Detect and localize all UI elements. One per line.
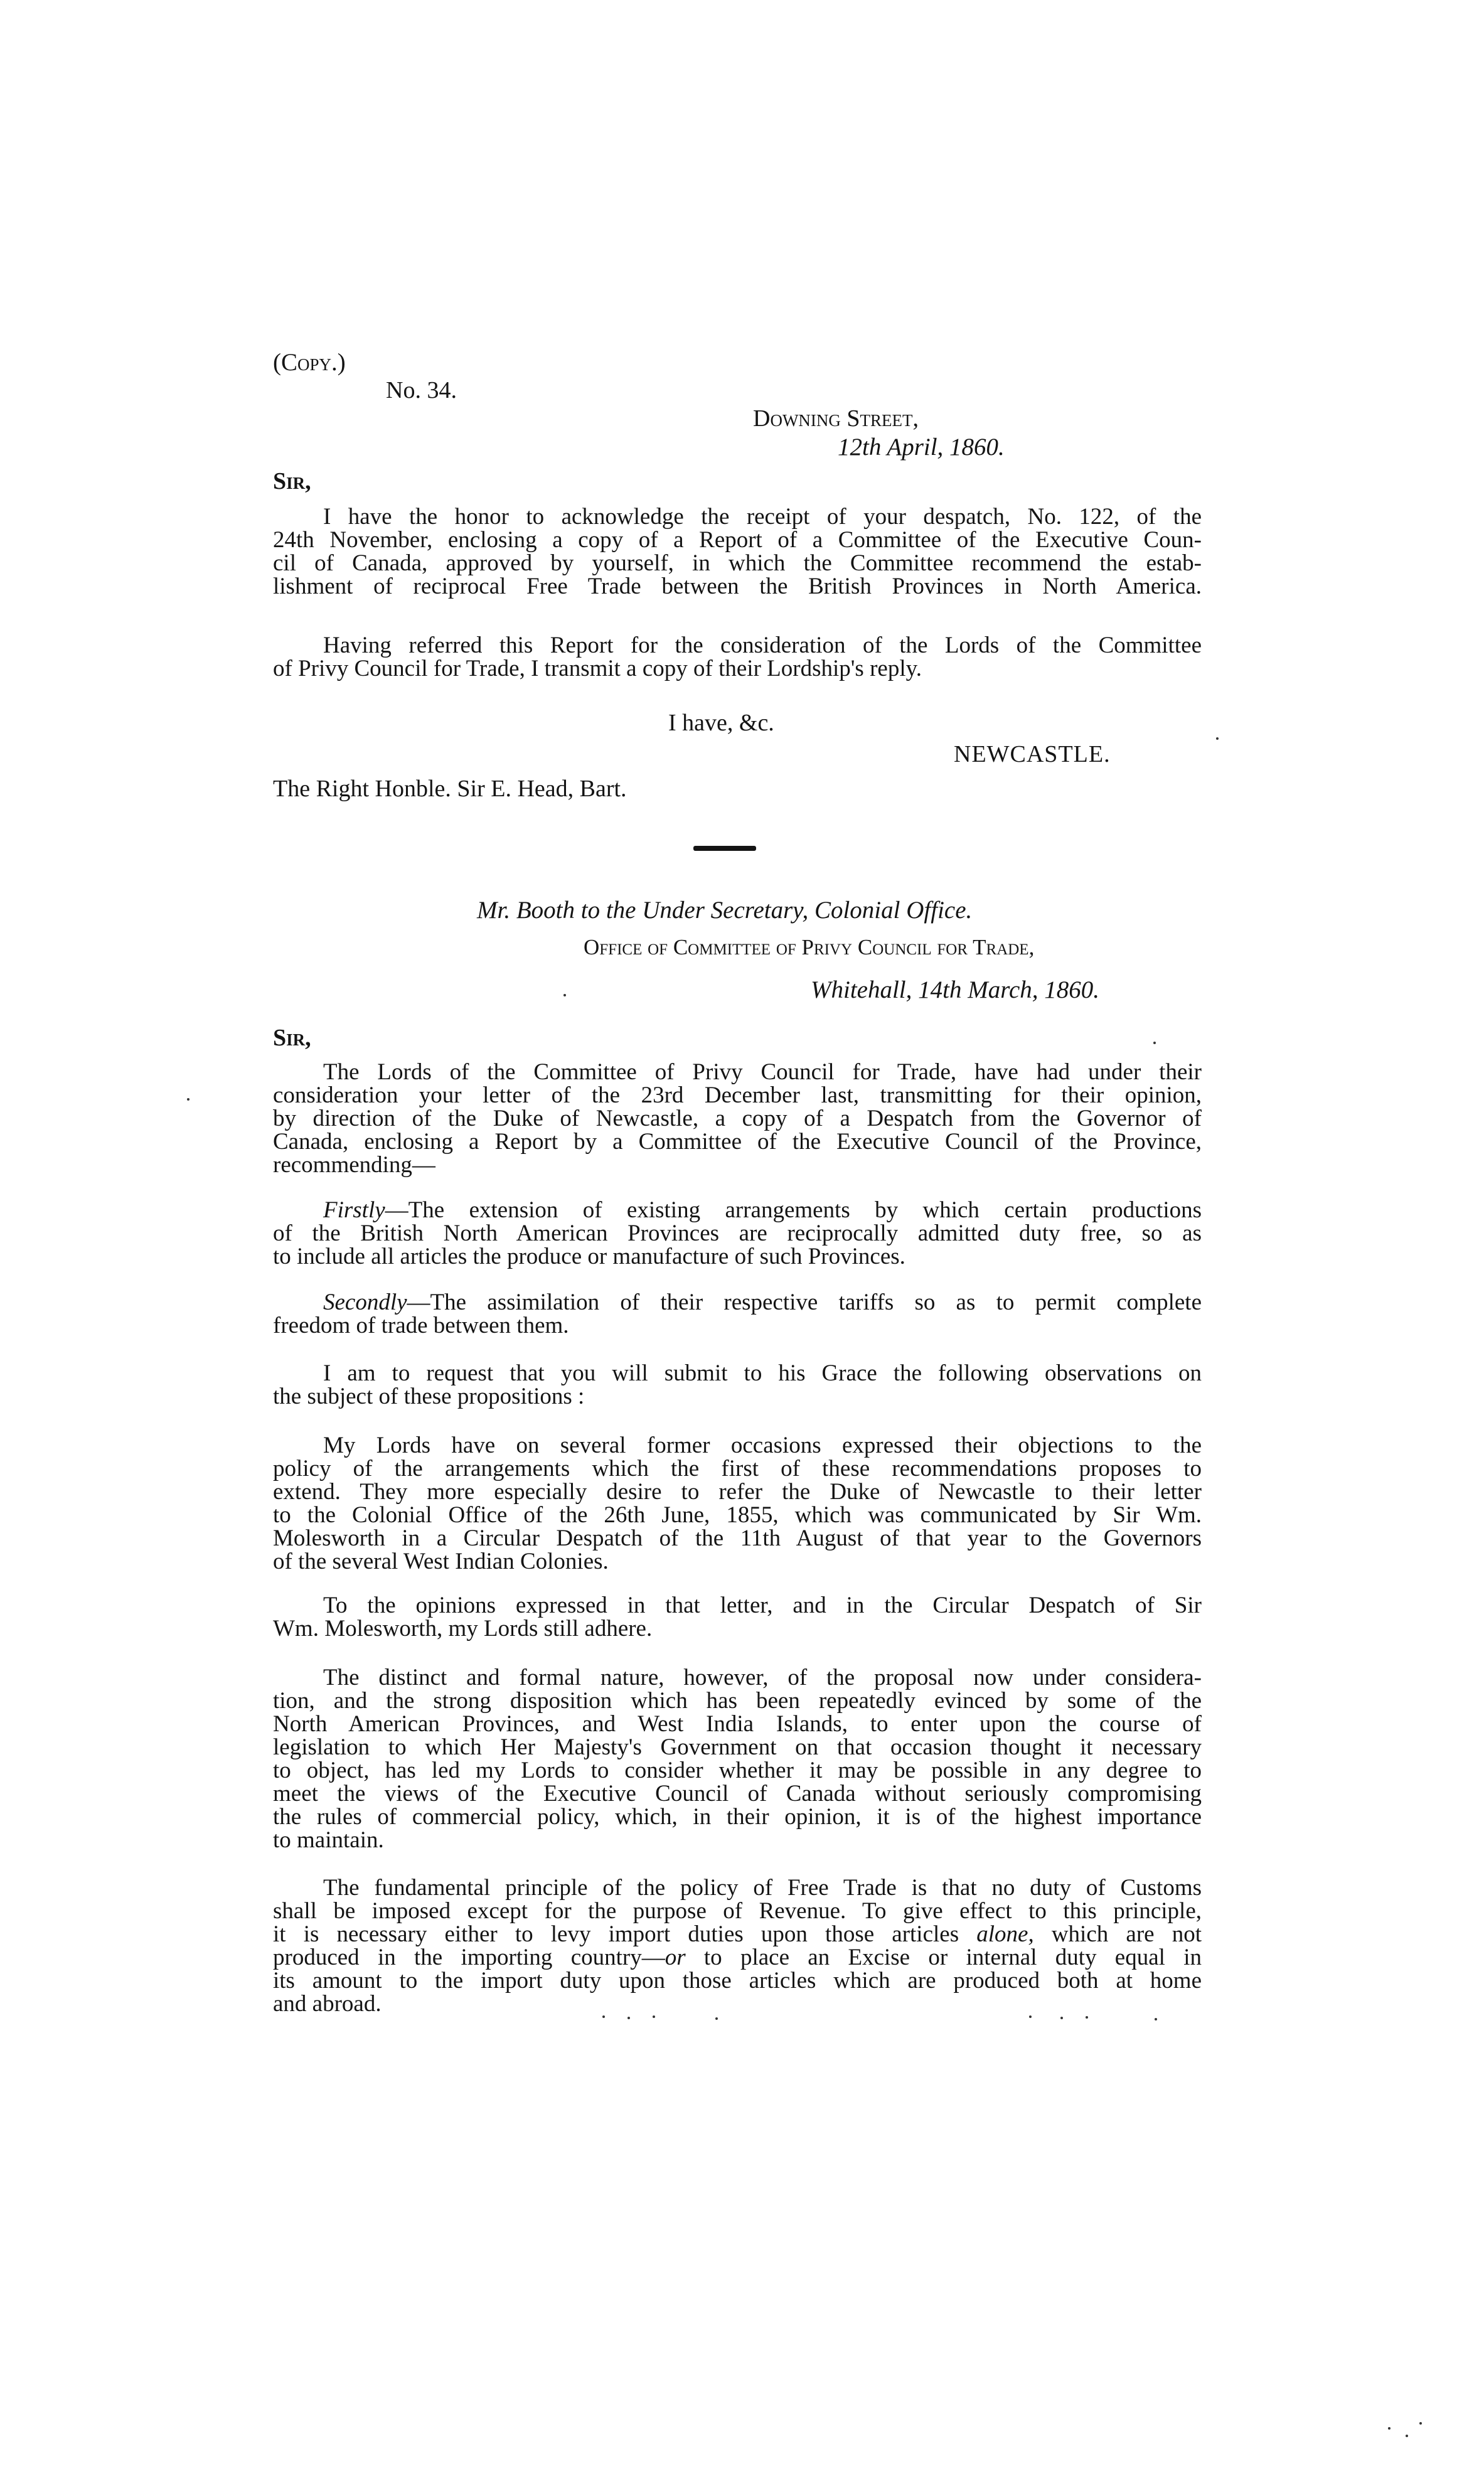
scan-speck xyxy=(1419,2422,1422,2425)
addressee-text: The Right Honble. Sir E. Head, Bart. xyxy=(273,776,627,802)
despatch-number xyxy=(386,376,457,404)
secondly-text: —The assimilation of their respective tariffs so as to permit complete xyxy=(407,1289,1202,1315)
scan-speck xyxy=(1388,2427,1391,2430)
salutation-2-text: Sir, xyxy=(273,1025,311,1051)
opinions-paragraph xyxy=(273,1594,1202,1640)
text-line: North American Provinces, and West India Islands, to enter upon the course of xyxy=(273,1711,1202,1737)
request-paragraph xyxy=(273,1362,1202,1408)
text-line: lishment of reciprocal Free Trade between the British Provinces in North America. xyxy=(273,574,1202,599)
addressee xyxy=(273,775,627,803)
text-line xyxy=(273,1291,1202,1314)
scan-speck xyxy=(1060,2017,1063,2019)
text-line: extend. They more especially desire to refer the Duke of Newcastle to their letter xyxy=(273,1479,1202,1505)
text-line: by direction of the Duke of Newcastle, a copy of a Despatch from the Governor of xyxy=(273,1106,1202,1131)
fundamental-paragraph xyxy=(273,1876,1202,2015)
text-segment: produced in the importing country— xyxy=(273,1945,665,1970)
firstly-text: —The extension of existing arrangements by which certain productions xyxy=(385,1197,1202,1223)
text-line xyxy=(273,1946,1202,1969)
letter2-date xyxy=(811,976,1099,1004)
text-line: Wm. Molesworth, my Lords still adhere. xyxy=(273,1616,653,1641)
distinct-paragraph xyxy=(273,1666,1202,1852)
text-line: The fundamental principle of the policy of Free Trade is that no duty of Customs xyxy=(323,1875,1202,1901)
scan-speck xyxy=(1029,2015,1032,2018)
letter2-office xyxy=(584,935,1034,960)
place-text: Downing Street, xyxy=(753,405,919,432)
letter1-paragraph-1 xyxy=(273,505,1202,598)
signature-text: NEWCASTLE. xyxy=(954,741,1111,767)
scan-speck xyxy=(1406,2435,1408,2437)
secondly-paragraph xyxy=(273,1291,1202,1337)
text-line: its amount to the import duty upon those articles which are produced both at home xyxy=(273,1968,1202,1994)
text-line: cil of Canada, approved by yourself, in which the Committee recommend the estab- xyxy=(273,550,1202,576)
text-line: I have the honor to acknowledge the receipt of your despatch, No. 122, of the xyxy=(323,504,1202,530)
text-line: consideration your letter of the 23rd December last, transmitting for their opinion, xyxy=(273,1082,1202,1108)
copy-label-text: (Copy.) xyxy=(273,349,346,376)
firstly-label: Firstly xyxy=(323,1197,385,1223)
closing xyxy=(668,709,774,737)
lords-paragraph xyxy=(273,1434,1202,1573)
text-line: Having referred this Report for the consideration of the Lords of the Committee xyxy=(323,633,1202,658)
salutation-1 xyxy=(273,467,311,495)
text-line: to the Colonial Office of the 26th June, 1855, which was communicated by Sir Wm. xyxy=(273,1502,1202,1528)
text-line: to object, has led my Lords to consider whether it may be possible in any degree to xyxy=(273,1758,1202,1783)
letter2-office-text: Office of Committee of Privy Council for Trade, xyxy=(584,935,1035,959)
text-line xyxy=(273,1198,1202,1222)
date-line xyxy=(838,433,1005,461)
closing-text: I have, &c. xyxy=(668,710,774,736)
text-line: shall be imposed except for the purpose of Revenue. To give effect to this principle, xyxy=(273,1898,1202,1924)
secondly-label: Secondly xyxy=(323,1289,407,1315)
text-line: Canada, enclosing a Report by a Committee of the Executive Council of the Province, xyxy=(273,1129,1202,1155)
scan-speck xyxy=(1086,2016,1088,2019)
text-line: tion, and the strong disposition which has been repeatedly evinced by some of the xyxy=(273,1688,1202,1714)
text-line: policy of the arrangements which the first of these recommendations proposes to xyxy=(273,1456,1202,1481)
text-line: The Lords of the Committee of Privy Council for Trade, have had under their xyxy=(323,1059,1202,1085)
scan-speck xyxy=(627,2017,630,2019)
text-line: freedom of trade between them. xyxy=(273,1313,569,1338)
text-line: to include all articles the produce or manufacture of such Provinces. xyxy=(273,1244,905,1269)
text-line: legislation to which Her Majesty's Government on that occasion thought it necessary xyxy=(273,1734,1202,1760)
copy-label xyxy=(273,348,346,376)
text-segment-italic: or xyxy=(665,1945,686,1970)
text-line: of Privy Council for Trade, I transmit a copy of their Lordship's reply. xyxy=(273,656,922,681)
text-segment: to place an Excise or internal duty equal in xyxy=(685,1945,1202,1970)
text-line: of the several West Indian Colonies. xyxy=(273,1549,609,1574)
text-line: recommending— xyxy=(273,1152,435,1178)
scan-speck xyxy=(1216,737,1219,740)
letter2-heading xyxy=(477,896,972,924)
scan-speck xyxy=(1153,1042,1156,1044)
scan-speck xyxy=(653,2015,655,2018)
text-line: Molesworth in a Circular Despatch of the 11th August of that year to the Governors xyxy=(273,1525,1202,1551)
letter2-heading-text: Mr. Booth to the Under Secretary, Colonial Office. xyxy=(477,897,973,924)
text-line: The distinct and formal nature, however, of the proposal now under considera- xyxy=(323,1665,1202,1690)
text-line: To the opinions expressed in that letter, and in the Circular Despatch of Sir xyxy=(323,1593,1202,1618)
place-line xyxy=(753,405,919,432)
letter2-paragraph-1 xyxy=(273,1060,1202,1177)
letter1-paragraph-2 xyxy=(273,634,1202,680)
scan-speck xyxy=(187,1098,190,1101)
text-segment: which are not xyxy=(1033,1921,1202,1947)
scan-speck xyxy=(602,2015,605,2018)
letter2-date-text: Whitehall, 14th March, 1860. xyxy=(811,976,1100,1003)
text-line: meet the views of the Executive Council of Canada without seriously compromising xyxy=(273,1781,1202,1807)
text-line: My Lords have on several former occasions expressed their objections to the xyxy=(323,1433,1202,1458)
text-segment: it is necessary either to levy import duties upon those articles xyxy=(273,1921,977,1947)
text-line: and abroad. xyxy=(273,1991,382,2017)
text-line xyxy=(273,1923,1202,1946)
firstly-paragraph xyxy=(273,1198,1202,1268)
date-text: 12th April, 1860. xyxy=(838,434,1005,461)
text-line: the subject of these propositions : xyxy=(273,1384,585,1409)
signature xyxy=(954,740,1111,768)
text-line: to maintain. xyxy=(273,1827,384,1853)
text-line: of the British North American Provinces are reciprocally admitted duty free, so as xyxy=(273,1220,1202,1246)
scan-speck xyxy=(715,2017,718,2020)
scan-speck xyxy=(563,994,566,996)
text-line: the rules of commercial policy, which, in their opinion, it is of the highest importance xyxy=(273,1804,1202,1830)
text-line: 24th November, enclosing a copy of a Report of a Committee of the Executive Coun- xyxy=(273,527,1202,553)
salutation-2 xyxy=(273,1024,311,1052)
divider-rule xyxy=(693,846,756,851)
text-line: I am to request that you will submit to his Grace the following observations on xyxy=(323,1360,1202,1386)
scan-speck xyxy=(1155,2018,1157,2020)
despatch-number-text: No. 34. xyxy=(386,377,457,403)
text-segment-italic: alone, xyxy=(976,1921,1034,1947)
salutation-1-text: Sir, xyxy=(273,468,311,494)
